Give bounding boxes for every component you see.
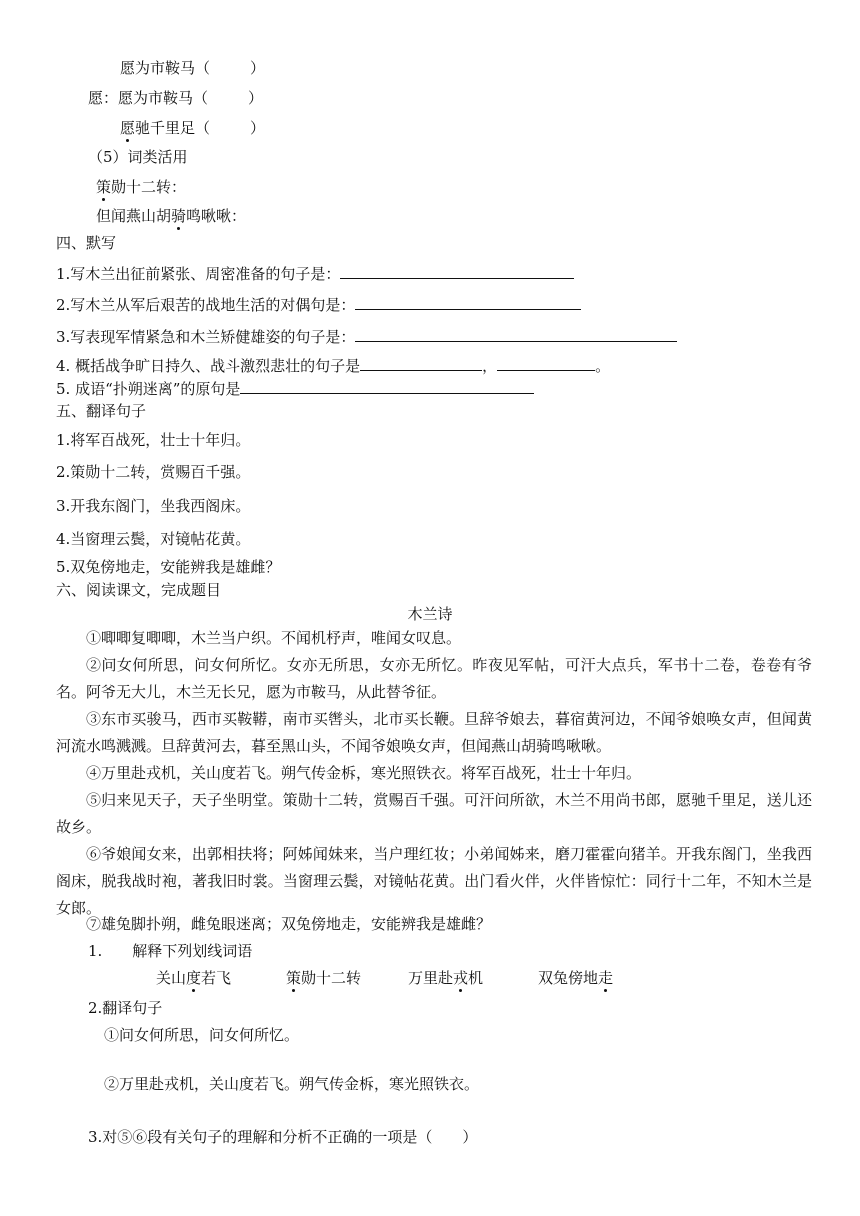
answer-blank[interactable] (240, 378, 534, 394)
answer-blank[interactable] (497, 355, 595, 371)
vocab-item: 万里赴戎机 (408, 969, 484, 987)
poem-title: 木兰诗 (407, 605, 453, 623)
poem-paragraph: ①唧唧复唧唧，木兰当户织。不闻机杼声，唯闻女叹息。 (86, 629, 462, 647)
vocab-item: 关山度若飞 (156, 969, 232, 987)
poem-paragraph: ⑦雄兔脚扑朔，雌兔眼迷离；双兔傍地走，安能辨我是雄雌？ (86, 915, 492, 933)
vocab-item: 策勋十二转 (286, 969, 362, 987)
translate-item: 3.开我东阁门，坐我西阁床。 (56, 497, 251, 515)
answer-blank[interactable] (355, 326, 677, 342)
dotted-word: 策 (96, 178, 112, 196)
translate-item: 5.双兔傍地走，安能辨我是雄雌？ (56, 558, 281, 576)
multiple-choice-question: 3.对⑤⑥段有关句子的理解和分析不正确的一项是（ ） (88, 1128, 478, 1146)
question-heading: 1. 解释下列划线词语 (88, 942, 253, 960)
answer-blank[interactable] (360, 355, 482, 371)
dictation-q5: 5. 成语“扑朔迷离”的原句是 (56, 378, 534, 398)
translate-item: 2.策勋十二转，赏赐百千强。 (56, 463, 251, 481)
dotted-word: 赴戎机 (438, 969, 484, 987)
polysemy-text: 愿为市鞍马（ (120, 59, 211, 77)
translate-sentence: ②万里赴戎机，关山度若飞。朔气传金柝，寒光照铁衣。 (104, 1075, 480, 1093)
translate-item: 1.将军百战死，壮士十年归。 (56, 431, 251, 449)
polysemy-line-1: 愿为市鞍马（ ） (120, 59, 266, 77)
poem-paragraph: ⑤归来见天子，天子坐明堂。策勋十二转，赏赐百千强。可汗问所欲，木兰不用尚书郎，愿驰千里足，送儿还故乡。 (56, 791, 812, 836)
polysemy-line-3: 愿驰千里足（ ） (120, 119, 266, 137)
dotted-word: 度 (186, 969, 202, 987)
section-heading: 六、阅读课文，完成题目 (56, 581, 222, 599)
dictation-q2: 2.写木兰从军后艰苦的战地生活的对偶句是： (56, 294, 581, 314)
polysemy-label: 愿： (88, 89, 119, 107)
dictation-q1: 1.写木兰出征前紧张、周密准备的句子是： (56, 263, 574, 283)
dotted-word: 骑 (171, 207, 187, 225)
poem-paragraph: ⑥爷娘闻女来，出郭相扶将；阿姊闻妹来，当户理红妆；小弟闻姊来，磨刀霍霍向猪羊。开我东阁门，坐我西阁床，脱我战时袍，著我旧时裳。当窗理云鬓，对镜帖花黄。出门看火伴，火伴皆惊忙：同行十二年，不知木兰是女郎。 (56, 845, 812, 917)
dotted-word: 走 (598, 969, 614, 987)
poem-paragraph: ②问女何所思，问女何所忆。女亦无所思，女亦无所忆。昨夜见军帖，可汗大点兵，军书十二卷，卷卷有爷名。阿爷无大儿，木兰无长兄，愿为市鞍马，从此替爷征。 (56, 656, 812, 701)
poem-paragraph: ④万里赴戎机，关山度若飞。朔气传金柝，寒光照铁衣。将军百战死，壮士十年归。 (86, 764, 642, 782)
polysemy-line-2: 愿：愿为市鞍马（ ） (88, 89, 264, 107)
dictation-q3: 3.写表现军情紧急和木兰矫健雄姿的句子是： (56, 326, 677, 346)
dotted-word: 策 (286, 969, 302, 987)
subsection-heading: （5）词类活用 (88, 148, 188, 166)
translate-sentence: ①问女何所思，问女何所忆。 (104, 1026, 300, 1044)
dictation-q4: 4. 概括战争旷日持久、战斗激烈悲壮的句子是 ， 。 (56, 357, 611, 375)
vocab-item: 双兔傍地走 (538, 969, 614, 987)
word-usage-line-2: 但闻燕山胡骑鸣啾啾： (96, 207, 247, 225)
question-heading: 2.翻译句子 (88, 999, 163, 1017)
section-heading: 四、默写 (56, 234, 117, 252)
poem-paragraph: ③东市买骏马，西市买鞍鞯，南市买辔头，北市买长鞭。旦辞爷娘去，暮宿黄河边，不闻爷娘唤女声，但闻黄河流水鸣溅溅。旦辞黄河去，暮至黑山头，不闻爷娘唤女声，但闻燕山胡骑鸣啾啾。 (56, 710, 812, 755)
dotted-word: 愿 (120, 119, 136, 137)
section-heading: 五、翻译句子 (56, 402, 147, 420)
word-usage-line-1: 策勋十二转： (96, 178, 187, 196)
translate-item: 4.当窗理云鬓，对镜帖花黄。 (56, 530, 251, 548)
answer-blank[interactable] (340, 263, 574, 279)
answer-blank[interactable] (355, 294, 581, 310)
